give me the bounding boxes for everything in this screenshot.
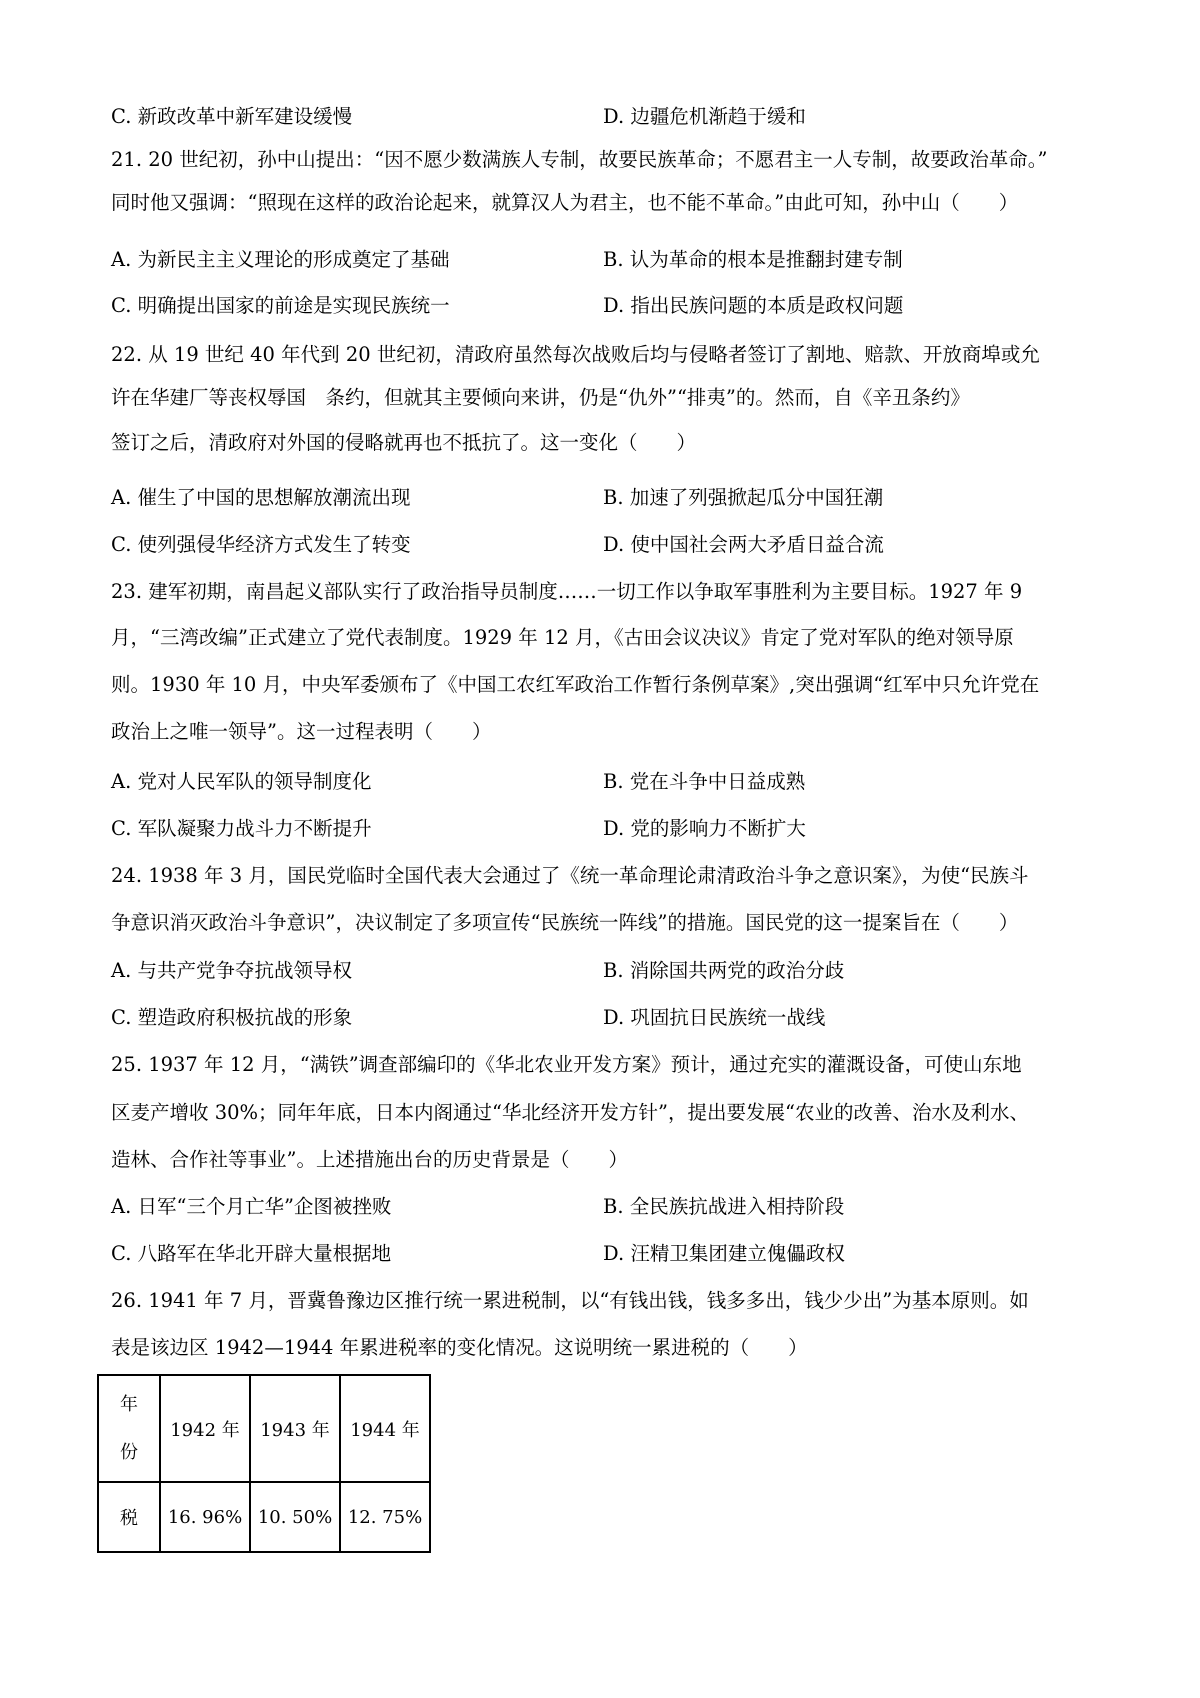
q21-option-c: C. 明确提出国家的前途是实现民族统一 xyxy=(111,294,450,317)
q22-stem-line-3: 签订之后，清政府对外国的侵略就再也不抵抗了。这一变化（ ） xyxy=(111,431,697,454)
q22-stem-line-2: 许在华建厂等丧权辱国 条约，但就其主要倾向来讲，仍是“仇外”“排夷”的。然而，自《辛丑条约》 xyxy=(111,386,970,409)
year-header-cell xyxy=(98,1375,160,1482)
q21-stem-line-2: 同时他又强调：“照现在这样的政治论起来，就算汉人为君主，也不能不革命。”由此可知，孙中山（ ） xyxy=(111,191,1019,214)
table-row xyxy=(98,1375,430,1482)
q21-option-a: A. 为新民主主义理论的形成奠定了基础 xyxy=(111,248,450,271)
q25-stem-line-2: 区麦产增收 30%；同年年底，日本内阁通过“华北经济开发方针”，提出要发展“农业的改善、治水及利水、 xyxy=(111,1101,1029,1124)
q26-stem-line-1: 26. 1941 年 7 月，晋冀鲁豫边区推行统一累进税制，以“有钱出钱，钱多多出，钱少少出”为基本原则。如 xyxy=(111,1289,1029,1312)
table-row xyxy=(98,1482,430,1552)
q25-stem-line-1: 25. 1937 年 12 月，“满铁”调查部编印的《华北农业开发方案》预计，通过充实的灌溉设备，可使山东地 xyxy=(111,1053,1022,1076)
q21-option-b: B. 认为革命的根本是推翻封建专制 xyxy=(603,248,903,271)
year-header-label-1: 年 xyxy=(120,1393,138,1415)
q23-stem-line-4: 政治上之唯一领导”。这一过程表明（ ） xyxy=(111,720,492,743)
q23-stem-line-3: 则。1930 年 10 月，中央军委颁布了《中国工农红军政治工作暂行条例草案》,突出强调“红军中只允许党在 xyxy=(111,673,1040,696)
q24-option-b: B. 消除国共两党的政治分歧 xyxy=(603,959,845,982)
year-cell: 1943 年 xyxy=(250,1375,340,1482)
q22-option-b: B. 加速了列强掀起瓜分中国狂潮 xyxy=(603,486,884,509)
q23-option-d: D. 党的影响力不断扩大 xyxy=(603,817,806,840)
q25-option-b: B. 全民族抗战进入相持阶段 xyxy=(603,1195,845,1218)
q22-option-d: D. 使中国社会两大矛盾日益合流 xyxy=(603,533,884,556)
q25-stem-line-3: 造林、合作社等事业”。上述措施出台的历史背景是（ ） xyxy=(111,1148,628,1171)
q21-option-d: D. 指出民族问题的本质是政权问题 xyxy=(603,294,904,317)
year-header-label-2: 份 xyxy=(120,1441,138,1463)
q24-option-d: D. 巩固抗日民族统一战线 xyxy=(603,1006,826,1029)
year-cell: 1942 年 xyxy=(160,1375,250,1482)
q22-option-a: A. 催生了中国的思想解放潮流出现 xyxy=(111,486,411,509)
q26-stem-line-2: 表是该边区 1942—1944 年累进税率的变化情况。这说明统一累进税的（ ） xyxy=(111,1336,808,1359)
tax-rate-cell: 12. 75% xyxy=(340,1482,430,1552)
tax-rate-table xyxy=(97,1374,431,1553)
q25-option-c: C. 八路军在华北开辟大量根据地 xyxy=(111,1242,392,1265)
q25-option-a: A. 日军“三个月亡华”企图被挫败 xyxy=(111,1195,392,1218)
q25-option-d: D. 汪精卫集团建立傀儡政权 xyxy=(603,1242,845,1265)
q20-option-d: D. 边疆危机渐趋于缓和 xyxy=(603,105,806,128)
year-cell: 1944 年 xyxy=(340,1375,430,1482)
q20-option-c: C. 新政改革中新军建设缓慢 xyxy=(111,105,353,128)
tax-rate-cell: 16. 96% xyxy=(160,1482,250,1552)
q22-stem-line-1: 22. 从 19 世纪 40 年代到 20 世纪初，清政府虽然每次战败后均与侵略者签订了割地、赔款、开放商埠或允 xyxy=(111,343,1040,366)
q23-stem-line-2: 月，“三湾改编”正式建立了党代表制度。1929 年 12 月，《古田会议决议》肯定了党对军队的绝对领导原 xyxy=(111,626,1014,649)
q24-stem-line-2: 争意识消灭政治斗争意识”，决议制定了多项宣传“民族统一阵线”的措施。国民党的这一提案旨在（ ） xyxy=(111,911,1019,934)
tax-row-label: 税 xyxy=(98,1482,160,1552)
q24-option-c: C. 塑造政府积极抗战的形象 xyxy=(111,1006,353,1029)
q21-stem-line-1: 21. 20 世纪初，孙中山提出：“因不愿少数满族人专制，故要民族革命；不愿君主一人专制，故要政治革命。” xyxy=(111,148,1048,171)
q23-option-b: B. 党在斗争中日益成熟 xyxy=(603,770,806,793)
q24-stem-line-1: 24. 1938 年 3 月，国民党临时全国代表大会通过了《统一革命理论肃清政治斗争之意识案》，为使“民族斗 xyxy=(111,864,1029,887)
q23-option-c: C. 军队凝聚力战斗力不断提升 xyxy=(111,817,372,840)
q23-option-a: A. 党对人民军队的领导制度化 xyxy=(111,770,372,793)
q22-option-c: C. 使列强侵华经济方式发生了转变 xyxy=(111,533,411,556)
tax-rate-cell: 10. 50% xyxy=(250,1482,340,1552)
q24-option-a: A. 与共产党争夺抗战领导权 xyxy=(111,959,352,982)
q23-stem-line-1: 23. 建军初期，南昌起义部队实行了政治指导员制度……一切工作以争取军事胜利为主要目标。1927 年 9 xyxy=(111,580,1023,603)
